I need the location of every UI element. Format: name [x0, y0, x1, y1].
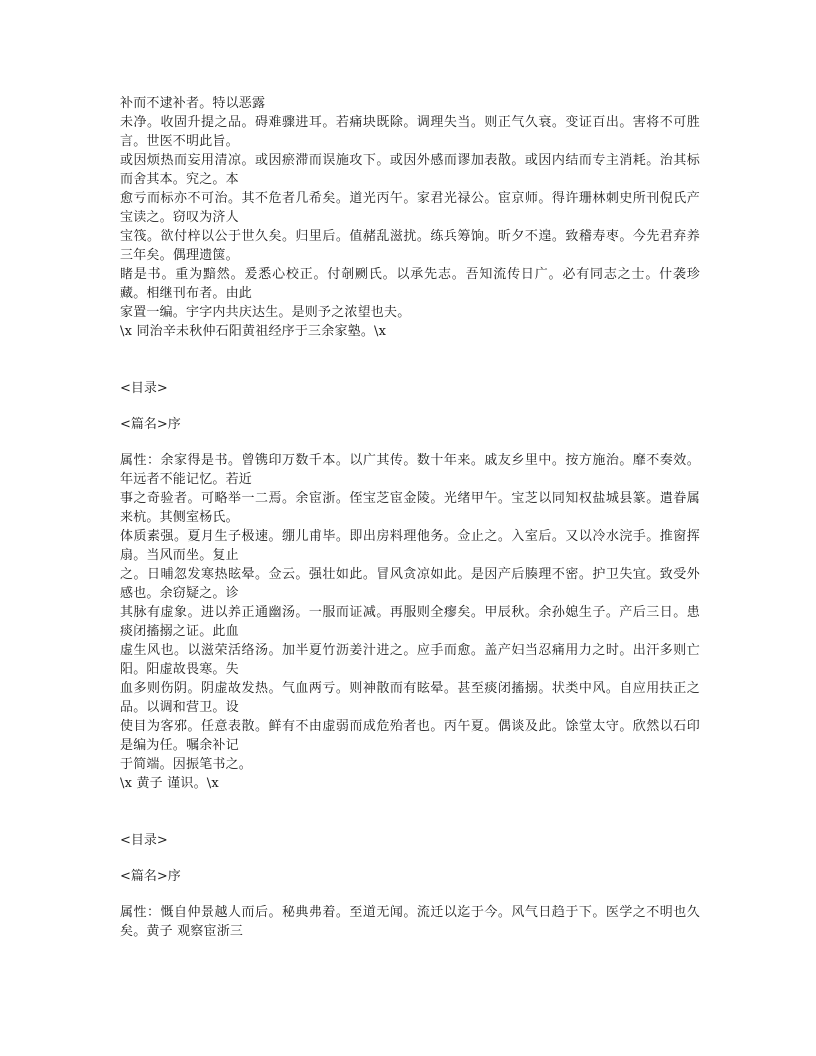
- signature-line: \x 黄子 谨识。\x: [120, 776, 219, 791]
- text-line: 属性：余家得是书。曾镌印万数千本。以广其传。数十年来。戚友乡里中。按方施治。靡不奏效。年远者不能记忆。若近: [120, 453, 700, 487]
- text-line: 其脉有虚象。进以养正通幽汤。一服而证减。再服则全瘳矣。甲辰秋。余孙媳生子。产后三日。患痰闭搐搦之证。此血: [120, 605, 700, 639]
- chapter-title: <篇名>序: [120, 869, 181, 884]
- second-preface: [120, 379, 700, 793]
- document-page: [120, 94, 700, 941]
- text-line: 睹是书。重为黯然。爰悉心校正。付剞劂氏。以承先志。吾知流传日广。必有同志之士。什袭珍藏。相继刊布者。由此: [120, 267, 700, 301]
- text-line: 虚生风也。以滋荣活络汤。加半夏竹沥姜汁进之。应手而愈。盖产妇当忍痛用力之时。出汗多则亡阳。阳虚故畏寒。失: [120, 643, 700, 677]
- third-preface: [120, 831, 700, 941]
- chapter-title: <篇名>序: [120, 417, 181, 432]
- text-line: 血多则伤阴。阴虚故发热。气血两亏。则神散而有眩晕。甚至痰闭搐搦。状类中风。自应用扶正之品。以调和营卫。设: [120, 681, 700, 715]
- text-line: 补而不逮补者。特以恶露: [120, 96, 266, 111]
- toc-heading: <目录>: [120, 833, 168, 848]
- text-line: 属性：慨自仲景越人而后。秘典弗着。至道无闻。流迁以迄于今。风气日趋于下。医学之不明也久矣。黄子 观察宦浙三: [120, 905, 700, 939]
- signature-line: \x 同治辛未秋仲石阳黄祖经序于三余家塾。\x: [120, 324, 387, 339]
- text-line: 于简端。因振笔书之。: [120, 757, 253, 772]
- preface-continuation: [120, 94, 700, 341]
- text-line: 愈亏而标亦不可治。其不危者几希矣。道光丙午。家君光禄公。宦京师。得许珊林刺史所刊倪氏产宝读之。窃叹为济人: [120, 191, 700, 225]
- text-line: 或因烦热而妄用清凉。或因瘀滞而误施攻下。或因外感而谬加表散。或因内结而专主消耗。治其标而舍其本。究之。本: [120, 153, 700, 187]
- toc-heading: <目录>: [120, 381, 168, 396]
- text-line: 事之奇验者。可略举一二焉。余宦浙。侄宝芝宦金陵。光绪甲午。宝芝以同知权盐城县篆。遣眷属来杭。其侧室杨氏。: [120, 491, 700, 525]
- text-line: 未净。收固升提之品。碍难骤进耳。若痛块既除。调理失当。则正气久衰。变证百出。害将不可胜言。世医不明此旨。: [120, 115, 700, 149]
- text-line: 之。日晡忽发寒热眩晕。佥云。强壮如此。冒风贪凉如此。是因产后腠理不密。护卫失宜。致受外感也。余窃疑之。诊: [120, 567, 700, 601]
- text-line: 使目为客邪。任意表散。鲜有不由虚弱而成危殆者也。丙午夏。偶谈及此。馀堂太守。欣然以石印是编为任。嘱余补记: [120, 719, 700, 753]
- text-line: 体质素强。夏月生子极速。绷儿甫毕。即出房料理他务。佥止之。入室后。又以冷水浣手。推窗挥扇。当风而坐。复止: [120, 529, 700, 563]
- text-line: 宝筏。欲付梓以公于世久矣。归里后。值赭乱滋扰。练兵筹饷。昕夕不遑。致稽寿枣。今先君弃养三年矣。偶理遗箧。: [120, 229, 700, 263]
- text-line: 家置一编。宇字内共庆达生。是则予之浓望也夫。: [120, 305, 411, 320]
